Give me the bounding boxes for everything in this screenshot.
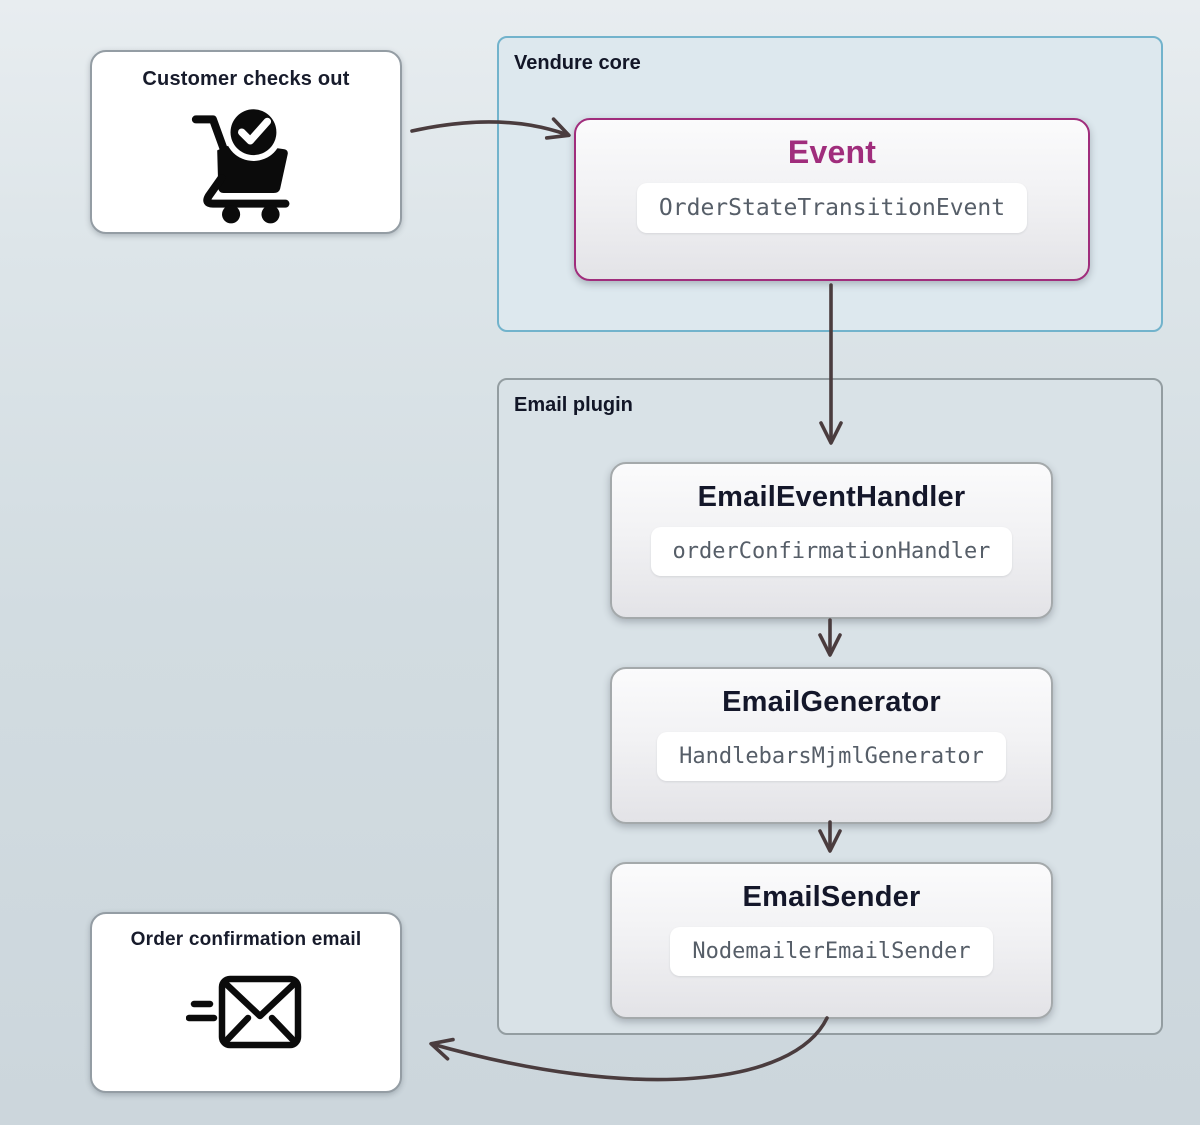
email-event-handler-title: EmailEventHandler bbox=[697, 481, 966, 513]
email-sender-code-pill: NodemailerEmailSender bbox=[670, 927, 992, 976]
email-sender-node bbox=[610, 862, 1053, 1019]
event-title: Event bbox=[787, 134, 877, 170]
vendure-core-label: Vendure core bbox=[514, 52, 641, 74]
email-plugin-container bbox=[497, 378, 1163, 1035]
vendure-core-container bbox=[497, 36, 1163, 332]
customer-checkout-node bbox=[90, 50, 402, 234]
order-confirmation-email-node bbox=[90, 912, 402, 1093]
email-event-handler-code-pill: orderConfirmationHandler bbox=[651, 527, 1013, 576]
event-node bbox=[574, 118, 1090, 281]
email-sender-title: EmailSender bbox=[742, 881, 921, 913]
event-code-pill: OrderStateTransitionEvent bbox=[637, 183, 1027, 233]
customer-checkout-label: Customer checks out bbox=[142, 68, 350, 90]
email-generator-code-pill: HandlebarsMjmlGenerator bbox=[657, 732, 1006, 781]
email-generator-title: EmailGenerator bbox=[722, 686, 941, 718]
order-confirmation-email-label: Order confirmation email bbox=[130, 929, 362, 950]
email-generator-node bbox=[610, 667, 1053, 824]
email-plugin-label: Email plugin bbox=[514, 394, 633, 416]
email-event-handler-node bbox=[610, 462, 1053, 619]
cart-checkout-icon bbox=[182, 97, 310, 225]
email-send-icon bbox=[186, 969, 306, 1057]
